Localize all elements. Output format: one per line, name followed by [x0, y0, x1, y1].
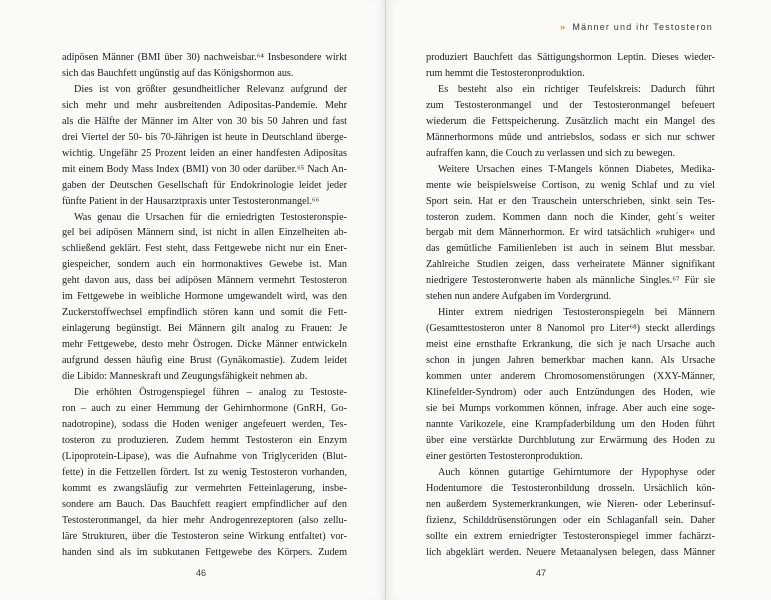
text-line: einlagerung begünstigt. Bei Männern gilt analog zu Frauen: Je [62, 323, 347, 335]
text-line: sollte ein extrem erniedrigter Testosteronspiegel immer fachärzt- [426, 530, 715, 542]
text-line: Hinter extrem niedrigen Testosteronspiegeln bei Männern [438, 307, 715, 319]
text-line: Es besteht also ein richtiger Teufelskreis: Dadurch führt [438, 83, 715, 95]
text-line: niedrigere Testosteronwerte haben als männliche Singles.⁶⁷ Für sie [426, 275, 715, 287]
right-page-number: 47 [536, 568, 547, 578]
text-line: die Libido: Manneskraft und Zeugungsfähigkeit nehmen ab. [62, 371, 308, 383]
text-line: sich das Bauchfett ungünstig auf das Königshormon aus. [62, 67, 294, 79]
text-line: giespeicher, sondern auch ein hormonaktives Gewebe ist. Man [62, 259, 347, 271]
text-line: nen außerdem Systemerkrankungen, wie Nieren- oder Leberinsuf- [426, 498, 715, 510]
text-line: Klinefelder-Syndrom) oder auch Entzündungen des Hoden, wie [426, 387, 715, 399]
right-page [386, 0, 771, 600]
text-line: zum Testosteronmangel und der Testosteronmangel befeuert [426, 99, 715, 111]
text-line: bergab mit dem Männerhormon. Er wird tatsächlich »ruhiger« und [426, 227, 715, 239]
text-line: meist eine ernsthafte Erkrankung, die sich je nach Ursache auch [426, 339, 715, 351]
text-line: sie bei Mumps vorkommen können, infrage. Aber auch eine soge- [426, 402, 715, 414]
text-line: kommen unter anderem Chromosomenstörungen (XXY-Männer, [426, 371, 715, 383]
running-head-title: Männer und ihr Testosteron [572, 22, 713, 32]
text-line: Männerhormons müde und antriebslos, sodass er sich nur schwer [426, 131, 715, 143]
text-line: sondere am Bauch. Das Bauchfett reagiert empfindlicher auf den [62, 498, 347, 510]
text-line: sich mehr und mehr ausbreitenden Adipositas-Pandemie. Mehr [62, 99, 347, 111]
text-line: fette) in die Fettzellen fördert. Ist zu wenig Testosteron vorhanden, [62, 466, 347, 478]
text-line: (Lipoprotein-Lipase), was die Aufnahme von Triglyceriden (Blut- [62, 450, 347, 462]
text-line: Zuckerstoffwechsel empfindlich stören kann und somit die Fett- [62, 307, 347, 319]
text-line: adipösen Männer (BMI über 30) nachweisbar.⁶⁴ Insbesondere wirkt [62, 52, 347, 63]
left-page-number: 46 [196, 568, 207, 578]
text-line: Dies ist von größter gesundheitlicher Relevanz aufgrund der [74, 83, 347, 95]
text-line: mente wie beispielsweise Cortison, zu wenig Schlaf und zu viel [426, 179, 715, 191]
text-line: gaben der Deutschen Gesellschaft für Endokrinologie leidet jeder [62, 179, 347, 191]
left-page-text [62, 50, 347, 561]
text-line: tosteron zu produzieren. Zudem hemmt Testosteron ein Enzym [62, 434, 347, 446]
text-line: Was genau die Ursachen für die erniedrigten Testosteronspie- [74, 211, 347, 223]
text-line: Zahlreiche Studien zeigen, dass verheiratete Männer signifikant [426, 259, 715, 271]
text-line: schon in jungen Jahren bemerkbar machen kann. Als Ursache [426, 355, 715, 367]
text-line: nannte Varikozele, eine Krampfaderbildung um den Hoden führt [426, 418, 715, 430]
text-line: fizienz, Schilddrüsenstörungen oder ein Schlaganfall sein. Daher [426, 514, 715, 526]
text-line: läre Strukturen, über die Testosteron seine Wirkung entfaltet) vor- [62, 530, 347, 542]
text-line: über eine verstärkte Durchblutung zur Erwärmung des Hoden zu [426, 434, 715, 446]
text-line: produziert Bauchfett das Sättigungshormon Leptin. Dieses wieder- [426, 52, 715, 63]
text-line: drei Viertel der 50- bis 70-Jährigen ist heute in Deutschland überge- [62, 131, 347, 143]
text-line: aufraffen kann, die Couch zu verlassen und sich zu bewegen. [426, 147, 676, 159]
text-line: Sport sein. Hat er den Trauschein unterschrieben, sinkt sein Tes- [426, 195, 715, 207]
text-line: (Gesamttestosteron unter 8 Nanomol pro Liter⁶⁸) steckt allerdings [426, 323, 715, 335]
text-line: Auch können gutartige Gehirntumore der Hypophyse oder [438, 466, 715, 478]
text-line: einer gestörten Testosteronproduktion. [426, 450, 583, 462]
text-line: Testosteronmangel, da hier mehr Androgenrezeptoren (also zellu- [62, 514, 347, 526]
text-line: mit einem Body Mass Index (BMI) von 30 oder darüber.⁶⁵ Nach An- [62, 163, 347, 175]
text-line: rum hemmt die Testosteronproduktion. [426, 67, 585, 79]
running-head-marker: » [560, 22, 567, 32]
text-line: tosteron zudem. Kommen dann noch die Kinder, geht´s weiter [426, 211, 715, 223]
text-line: lich abgeklärt werden. Neuere Metaanalysen belegen, dass Männer [426, 546, 715, 558]
text-line: geht davon aus, dass bei adipösen Männern vermehrt Testosteron [62, 275, 347, 287]
text-line: kommt es zwangsläufig zur vermehrten Fetteinlagerung, insbe- [62, 482, 347, 494]
right-page-text [426, 50, 715, 561]
text-line: als die Hälfte der Männer im Alter von 30 bis 50 Jahren und fast [62, 115, 347, 127]
text-line: handen sind als im subkutanen Fettgewebe des Körpers. Zudem [62, 546, 347, 558]
text-line: stehen nun andere Aufgaben im Vordergrund. [426, 291, 612, 303]
text-line: aufgrund dessen häufig eine Brust (Gynäkomastie). Zudem leidet [62, 355, 347, 367]
text-line: gel bei adipösen Männern sind, ist nicht in allen Einzelheiten ab- [62, 227, 347, 239]
text-line: Weitere Ursachen eines T-Mangels können Diabetes, Medika- [438, 163, 715, 175]
text-line: Hodentumore die Testosteronbildung drosseln. Ursächlich kön- [426, 482, 715, 494]
text-line: mehr Fettgewebe, desto mehr Östrogen. Dicke Männer entwickeln [62, 339, 347, 351]
left-page [0, 0, 385, 600]
text-line: nadotropine), sodass die Hoden weniger angefeuert werden, Tes- [62, 418, 347, 430]
text-line: ron – auch zu einer Hemmung der Gehirnhormone (GnRH, Go- [62, 402, 347, 414]
text-line: wiederum die Fettspeicherung. Zusätzlich macht ein Mangel des [426, 115, 715, 127]
text-line: wichtig. Ungefähr 25 Prozent leiden an einer handfesten Adipositas [62, 147, 347, 159]
text-line: im Fettgewebe in weibliche Hormone umgewandelt wird, was den [62, 291, 347, 303]
text-line: schließend geklärt. Fest steht, dass Fettgewebe nicht nur ein Ener- [62, 243, 347, 255]
text-line: Die erhöhten Östrogenspiegel führen – analog zu Testoste- [74, 387, 347, 399]
text-line: das gemütliche Familienleben ist auch in seinem Blut messbar. [426, 243, 715, 255]
text-line: fünfte Patient in der Hausarztpraxis unter Testosteronmangel.⁶⁶ [62, 195, 320, 207]
running-head [560, 22, 713, 32]
